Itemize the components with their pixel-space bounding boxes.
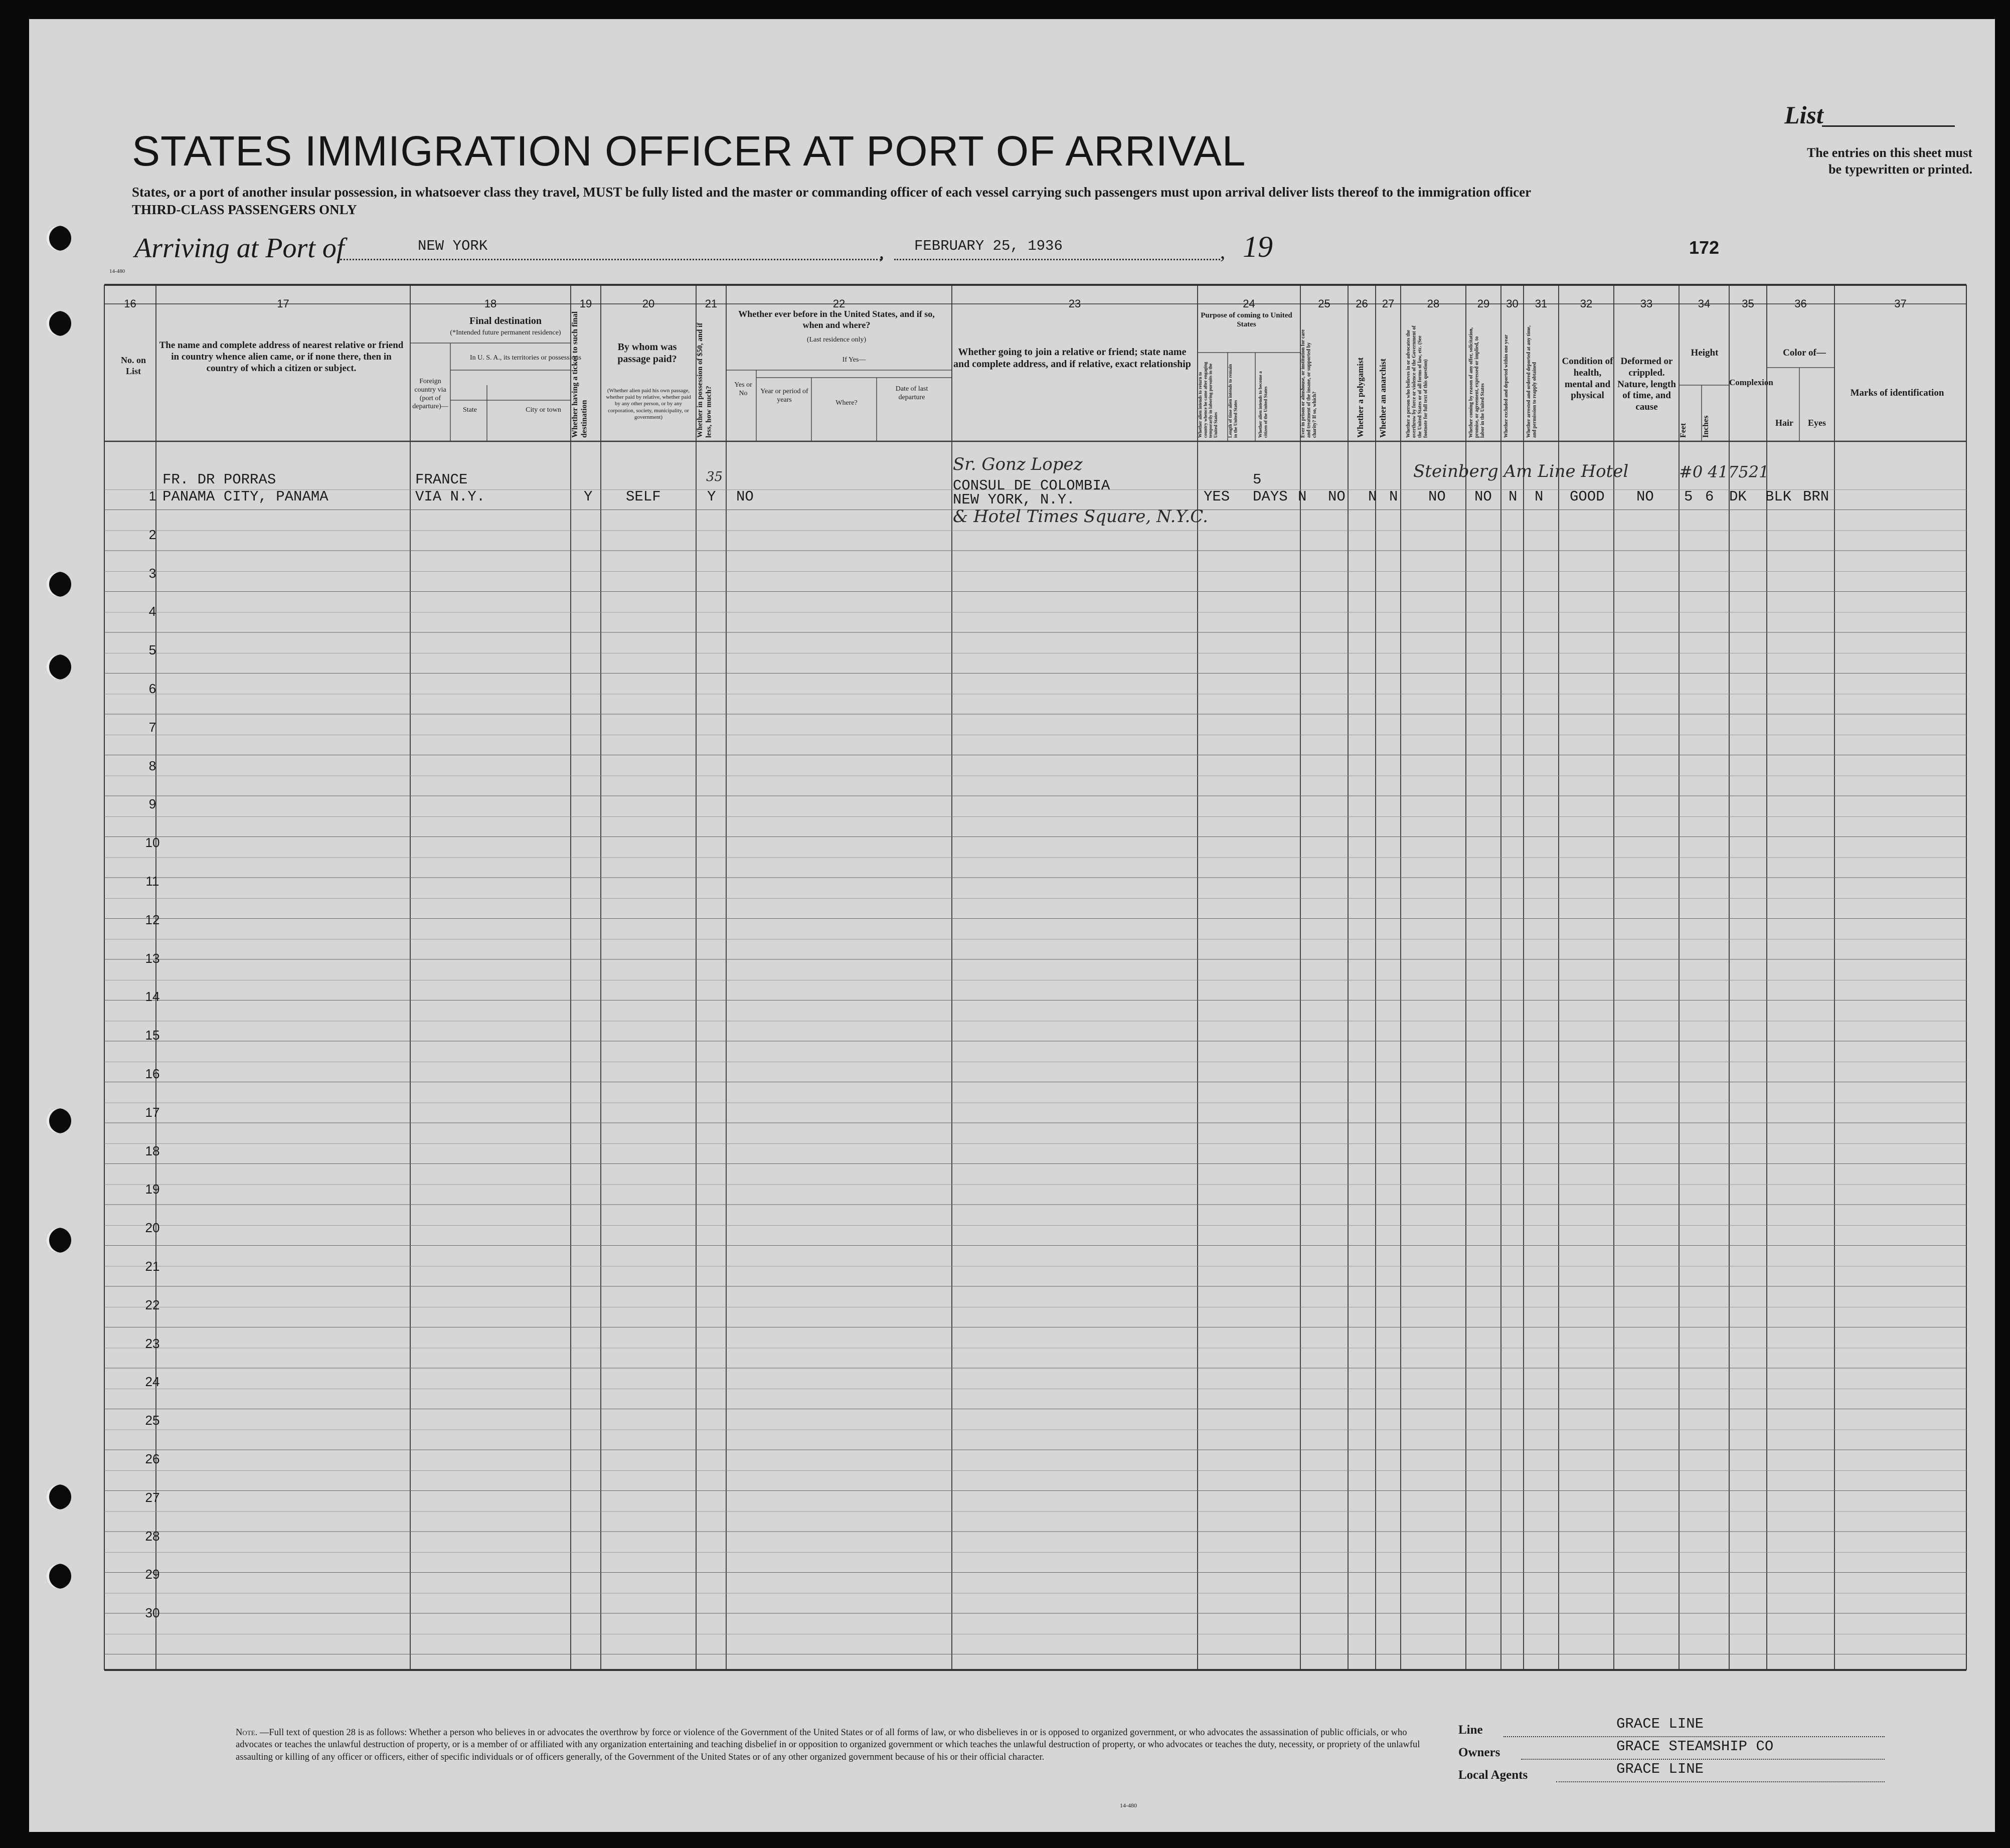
manifest-sheet: STATES IMMIGRATION OFFICER AT PORT OF ARRIVAL States, or a port of another insular possession, in whatsoever class they travel, MUST be fully listed and the master or commanding officer of each vessel carrying such passengers must upon arrival deliver lists thereof to the immigration officer THIRD-CLASS PASSENGERS ONLY List The entries on this sheet must be typewritten or printed. Arriving at Port of NEW YORK , FEBRUARY 25, 1936 , 19 172 14-480 16 17 18 19 20 21 22 23 24 25 26 27 28 29 30 31 32 33 34 35 36 37 No. on List The name and complete address of nearest relative or friend in country whence alien came, or if none there, then in country of which a citizen or subject. Final destination (*Intended future permanent residence) Foreign country via (port of departure)— In U. S. A., its territories or possessions State City or town Whether having a ticket to such final destination By whom was passage paid? (Whether alien paid his own passage, whether paid by relative, whether paid by any other person, or by any corporation, society, municipality, or government) Whether in possession of $50, and if less, how much? Whether ever before in the United States, and if so, when and where? (Last residence only) Yes or No If Yes— Year or period of years Where? Date of last departure Whether going to join a relative or friend; state name and complete address, and if relative, exact relationship Purpose of coming to United States Whether alien intends to return to country whence he came after engaging temporarily in laboring pursuits in the United States Length of time alien intends to remain in the United States Whether alien intends to become a citizen of the United States Ever in prison or almshouse, or institution for care and treatment of the insane, or supported by charity? If so, which? Whether a polygamist Whether an anarchist Whether a person who believes in or advocates the overthrow by force or violence of the Government of the United States or of all forms of law, etc. (See footnote for full text of this question) Whether coming by reason of any offer, solicitation, promise, or agreement, expressed or implied, to labor in the United States Whether excluded and deported within one year Whether arrested and ordered deported at any time, and permission to reapply obtained Condition of health, mental and physical Deformed or crippled. Nature, length of time, and cause Height Feet Inches Complexion Color of— Hair Eyes Marks of identification 1 2 3 4 5 6 7 8 9 10 11 12 13 14 15 16 17 18 19 20 21 22 23 24 25 26 27 28 29 30 FR. DR PORRAS PANAMA CITY, PANAMA FRANCE VIA N.Y. Y SELF 35 Y NO Sr. Gonz Lopez CONSUL DE COLOMBIA NEW YORK, N.Y. & Hotel Times Square, N.Y.C. YES 5 DAYS N NO N N NO NO N N Steinberg Am Line Hotel #0 417521 GOOD NO 5 6 DK BLK BRN Note. —Full text of question 28 is as follows: Whether a person who believes in or advocates the overthrow by force or violence of the Government of the United States or of all forms of law, or who disbelieves in or is opposed to organized government, or who advocates the assassination of public officials, or who advocates or teaches the unlawful destruction of property, or is a member of or affiliated with any organization entertaining and teaching disbelief in or opposition to organized government or which teaches the unlawful destruction of property, or who advocates or teaches the duty, necessity, or propriety of the unlawful assaulting or killing of any officer or officers, either of specific individuals or of officers generally, of the Government of the United States or of any other organized government because of his or their official character. 14-480 Line GRACE LINE Owners GRACE STEAMSHIP CO Local Agents GRACE LINE [29, 19, 1995, 1832]
row-number: 6 [148, 681, 156, 696]
polygamist-value: N [1368, 488, 1377, 505]
header-nearest-relative: The name and complete address of nearest relative or friend in country whence alien came, or if none there, then in country of which a citizen or subject. [159, 340, 404, 374]
money-amount-handwritten: 35 [706, 469, 723, 484]
row-number: 9 [148, 796, 156, 812]
binder-hole [46, 1108, 71, 1133]
before-in-us-value: NO [736, 488, 754, 505]
joining-handwritten-1: Sr. Gonz Lopez [953, 454, 1083, 474]
column-number: 31 [1535, 297, 1548, 310]
q30-value: N [1509, 488, 1518, 505]
header-in-usa: In U. S. A., its territories or possessions [469, 354, 582, 362]
binder-hole [46, 226, 71, 251]
header-passage-paid: By whom was passage paid? [617, 342, 677, 365]
column-number: 22 [832, 297, 846, 310]
header-purpose: Purpose of coming to United States [1201, 311, 1292, 328]
binder-hole [46, 311, 71, 336]
header-foreign-country: Foreign country via (port of departure)— [412, 378, 448, 411]
column-number: 17 [277, 297, 289, 310]
footnote-text: —Full text of question 28 is as follows: Whether a person who believes in or advocates the overthrow by force or violence of the Government of the United States or of all forms of law, or who disbelieves in or is opposed to organized government, or who advocates the assassination of public officials, or who advocates or teaches the unlawful destruction of property, or is a member of or affiliated with any organization entertaining and teaching disbelief in or opposition to organized government or which teaches the unlawful destruction of property, or who advocates or teaches the duty, necessity, or propriety of the unlawful assaulting or killing of any officer or officers, either of specific individuals or of officers generally, of the Government of the United States or of any other organized government because of his or their official character. [236, 1728, 1420, 1762]
owners-value: GRACE STEAMSHIP CO [1616, 1738, 1774, 1755]
column-number: 36 [1794, 297, 1807, 310]
deformed-value: NO [1636, 488, 1654, 505]
q28-value: NO [1428, 488, 1446, 505]
column-number: 32 [1580, 297, 1593, 310]
header-state: State [463, 406, 477, 414]
nearest-relative-name: FR. DR PORRAS [162, 471, 276, 488]
column-number: 16 [124, 297, 136, 310]
column-number: 24 [1243, 297, 1255, 310]
row-number: 2 [148, 527, 156, 542]
header-purpose-a: Whether alien intends to return to country whence he came after engaging temporarily in laboring pursuits in the United States [1198, 362, 1219, 438]
row-number: 22 [145, 1297, 160, 1312]
header-complexion: Complexion [1729, 378, 1773, 387]
header-where: Where? [835, 399, 858, 407]
header-anarchist: Whether an anarchist [1378, 358, 1388, 438]
page-title: STATES IMMIGRATION OFFICER AT PORT OF ARRIVAL [132, 127, 1246, 175]
arriving-label: Arriving at Port of [134, 233, 345, 264]
list-label: List [1784, 101, 1823, 129]
possession-value: Y [707, 488, 716, 505]
header-color-of: Color of— [1783, 348, 1826, 358]
row-number: 10 [145, 835, 160, 851]
column-number: 28 [1427, 297, 1440, 310]
form-code-top: 14-480 [109, 268, 125, 274]
health-value: GOOD [1570, 488, 1605, 505]
header-purpose-c: Whether alien intends to become a citizen of the United States [1258, 371, 1268, 438]
owners-label: Owners [1458, 1746, 1500, 1759]
header-purpose-b: Length of time alien intends to remain in the United States [1228, 364, 1238, 438]
header-q30: Whether excluded and deported within one year [1503, 334, 1509, 438]
line-value: GRACE LINE [1616, 1716, 1704, 1732]
joining-handwritten-2: & Hotel Times Square, N.Y.C. [953, 507, 1208, 527]
header-q28: Whether a person who believes in or advocates the overthrow by force or violence of the Government of the United States or of all forms of law, etc. (See footnote for full text of this question) [1406, 325, 1429, 438]
form-code-bottom: 14-480 [1120, 1802, 1137, 1809]
binder-hole [46, 1484, 71, 1509]
row-number: 23 [145, 1335, 160, 1351]
column-number: 26 [1356, 297, 1368, 310]
header-before-in-us-sub: (Last residence only) [806, 336, 867, 344]
row-number: 5 [148, 642, 156, 658]
row-number: 1 [148, 488, 156, 503]
row-number: 30 [145, 1605, 160, 1621]
line-label: Line [1458, 1723, 1483, 1737]
typewritten-note-2: be typewritten or printed. [1828, 162, 1972, 177]
joining-typed-1: CONSUL DE COLOMBIA [953, 477, 1110, 494]
header-final-destination-sub: (*Intended future permanent residence) [450, 329, 561, 337]
length-stay-unit: DAYS [1253, 488, 1288, 505]
passenger-class-line: THIRD-CLASS PASSENGERS ONLY [132, 202, 357, 217]
header-no-on-list: No. on List [120, 355, 146, 376]
column-number: 20 [642, 297, 655, 310]
column-number: 18 [484, 297, 497, 310]
binder-hole [46, 1228, 71, 1253]
port-value: NEW YORK [418, 238, 488, 254]
column-number: 21 [705, 297, 718, 310]
header-feet: Feet [1679, 423, 1688, 438]
column-number: 34 [1698, 297, 1711, 310]
row-number: 27 [145, 1489, 160, 1505]
ticket-value: Y [584, 488, 593, 505]
header-inches: Inches [1702, 415, 1710, 438]
header-q25: Ever in prison or almshouse, or institution for care and treatment of the insane, or supported by charity? If so, which? [1300, 329, 1317, 438]
date-value: FEBRUARY 25, 1936 [914, 238, 1063, 254]
row-number: 15 [145, 1028, 160, 1043]
foreign-via-value: VIA N.Y. [415, 488, 485, 505]
q25-value: NO [1328, 488, 1346, 505]
marks-handwritten: Steinberg Am Line Hotel [1413, 461, 1629, 481]
row-number: 29 [145, 1567, 160, 1582]
length-stay-value: 5 [1253, 471, 1262, 488]
header-yes-or-no: Yes or No [734, 381, 752, 397]
inches-value: 6 [1705, 488, 1714, 505]
complexion-value: DK [1729, 488, 1747, 505]
row-number: 18 [145, 1143, 160, 1158]
column-number: 23 [1068, 297, 1081, 310]
row-number: 12 [145, 912, 160, 927]
header-date-departure: Date of last departure [895, 385, 928, 401]
row-number: 25 [145, 1413, 160, 1428]
column-number: 33 [1640, 297, 1653, 310]
header-health: Condition of health, mental and physical [1562, 356, 1613, 401]
instructions-line: States, or a port of another insular possession, in whatsoever class they travel, MUST be fully listed and the master or commanding officer of each vessel carrying such passengers must upon arrival deliver lists thereof to the immigration officer [132, 185, 1532, 200]
row-number: 13 [145, 950, 160, 966]
header-hair: Hair [1775, 418, 1793, 428]
purpose-value: YES [1204, 488, 1230, 505]
header-passage-paid-sub: (Whether alien paid his own passage, whether paid by relative, whether paid by any other person, or by any corporation, society, municipality, or government) [606, 388, 691, 420]
header-year-period: Year or period of years [760, 388, 808, 404]
nearest-relative-address: PANAMA CITY, PANAMA [162, 488, 328, 505]
local-agents-label: Local Agents [1458, 1768, 1528, 1782]
header-possession-50: Whether in possession of $50, and if less, how much? [696, 322, 713, 438]
header-final-destination: Final destination [469, 315, 542, 326]
row-number: 4 [148, 604, 156, 619]
row-number: 11 [145, 874, 159, 889]
row-number: 16 [145, 1066, 160, 1081]
header-joining-relative: Whether going to join a relative or friend; state name and complete address, and if relative, exact relationship [953, 347, 1191, 370]
q29-value: NO [1474, 488, 1492, 505]
eyes-value: BRN [1803, 488, 1829, 505]
header-q31: Whether arrested and ordered deported at any time, and permission to reapply obtained [1526, 325, 1538, 438]
header-deformed: Deformed or crippled. Nature, length of time, and cause [1617, 356, 1676, 413]
feet-value: 5 [1684, 488, 1693, 505]
header-q29: Whether coming by reason of any offer, solicitation, promise, or agreement, expressed or implied, to labor in the United States [1468, 327, 1485, 438]
certificate-number-handwritten: #0 417521 [1679, 462, 1769, 481]
footnote-label: Note. [236, 1728, 258, 1738]
header-marks: Marks of identification [1850, 388, 1944, 398]
year-prefix: 19 [1243, 230, 1273, 263]
row-number: 26 [145, 1451, 160, 1466]
column-number: 29 [1477, 297, 1490, 310]
foreign-country-value: FRANCE [415, 471, 468, 488]
sheet-number: 172 [1689, 237, 1720, 258]
hair-value: BLK [1765, 488, 1792, 505]
column-number: 27 [1382, 297, 1395, 310]
header-city: City or town [526, 406, 561, 414]
row-number: 17 [145, 1104, 160, 1120]
row-number: 28 [145, 1528, 160, 1544]
typewritten-note-1: The entries on this sheet must [1806, 145, 1972, 160]
q31-value: N [1535, 488, 1544, 505]
header-ticket: Whether having a ticket to such final destination [571, 311, 589, 438]
column-number: 35 [1742, 297, 1754, 310]
remain-value: N [1298, 488, 1307, 505]
table-grid [29, 19, 1995, 1832]
header-height: Height [1691, 348, 1719, 358]
header-polygamist: Whether a polygamist [1356, 357, 1365, 438]
row-number: 7 [148, 719, 156, 735]
binder-hole [46, 572, 71, 597]
column-number: 25 [1318, 297, 1330, 310]
row-number: 14 [145, 989, 160, 1004]
row-number: 19 [145, 1182, 160, 1197]
binder-hole [46, 1564, 71, 1589]
column-number: 19 [579, 297, 592, 310]
row-number: 3 [148, 565, 156, 581]
binder-hole [46, 654, 71, 680]
anarchist-value: N [1389, 488, 1398, 505]
joining-typed-2: NEW YORK, N.Y. [953, 491, 1075, 508]
header-eyes: Eyes [1808, 418, 1826, 428]
row-number: 8 [148, 758, 156, 773]
row-number: 20 [145, 1220, 160, 1236]
local-agents-value: GRACE LINE [1616, 1761, 1704, 1777]
header-before-in-us: Whether ever before in the United States, and if so, when and where? [738, 309, 935, 330]
passage-paid-value: SELF [626, 488, 661, 505]
header-if-yes: If Yes— [842, 356, 866, 364]
column-number: 30 [1506, 297, 1519, 310]
row-number: 24 [145, 1374, 160, 1390]
column-number: 37 [1894, 297, 1907, 310]
footnote-question-28 [236, 1727, 1444, 1763]
row-number: 21 [145, 1259, 160, 1274]
